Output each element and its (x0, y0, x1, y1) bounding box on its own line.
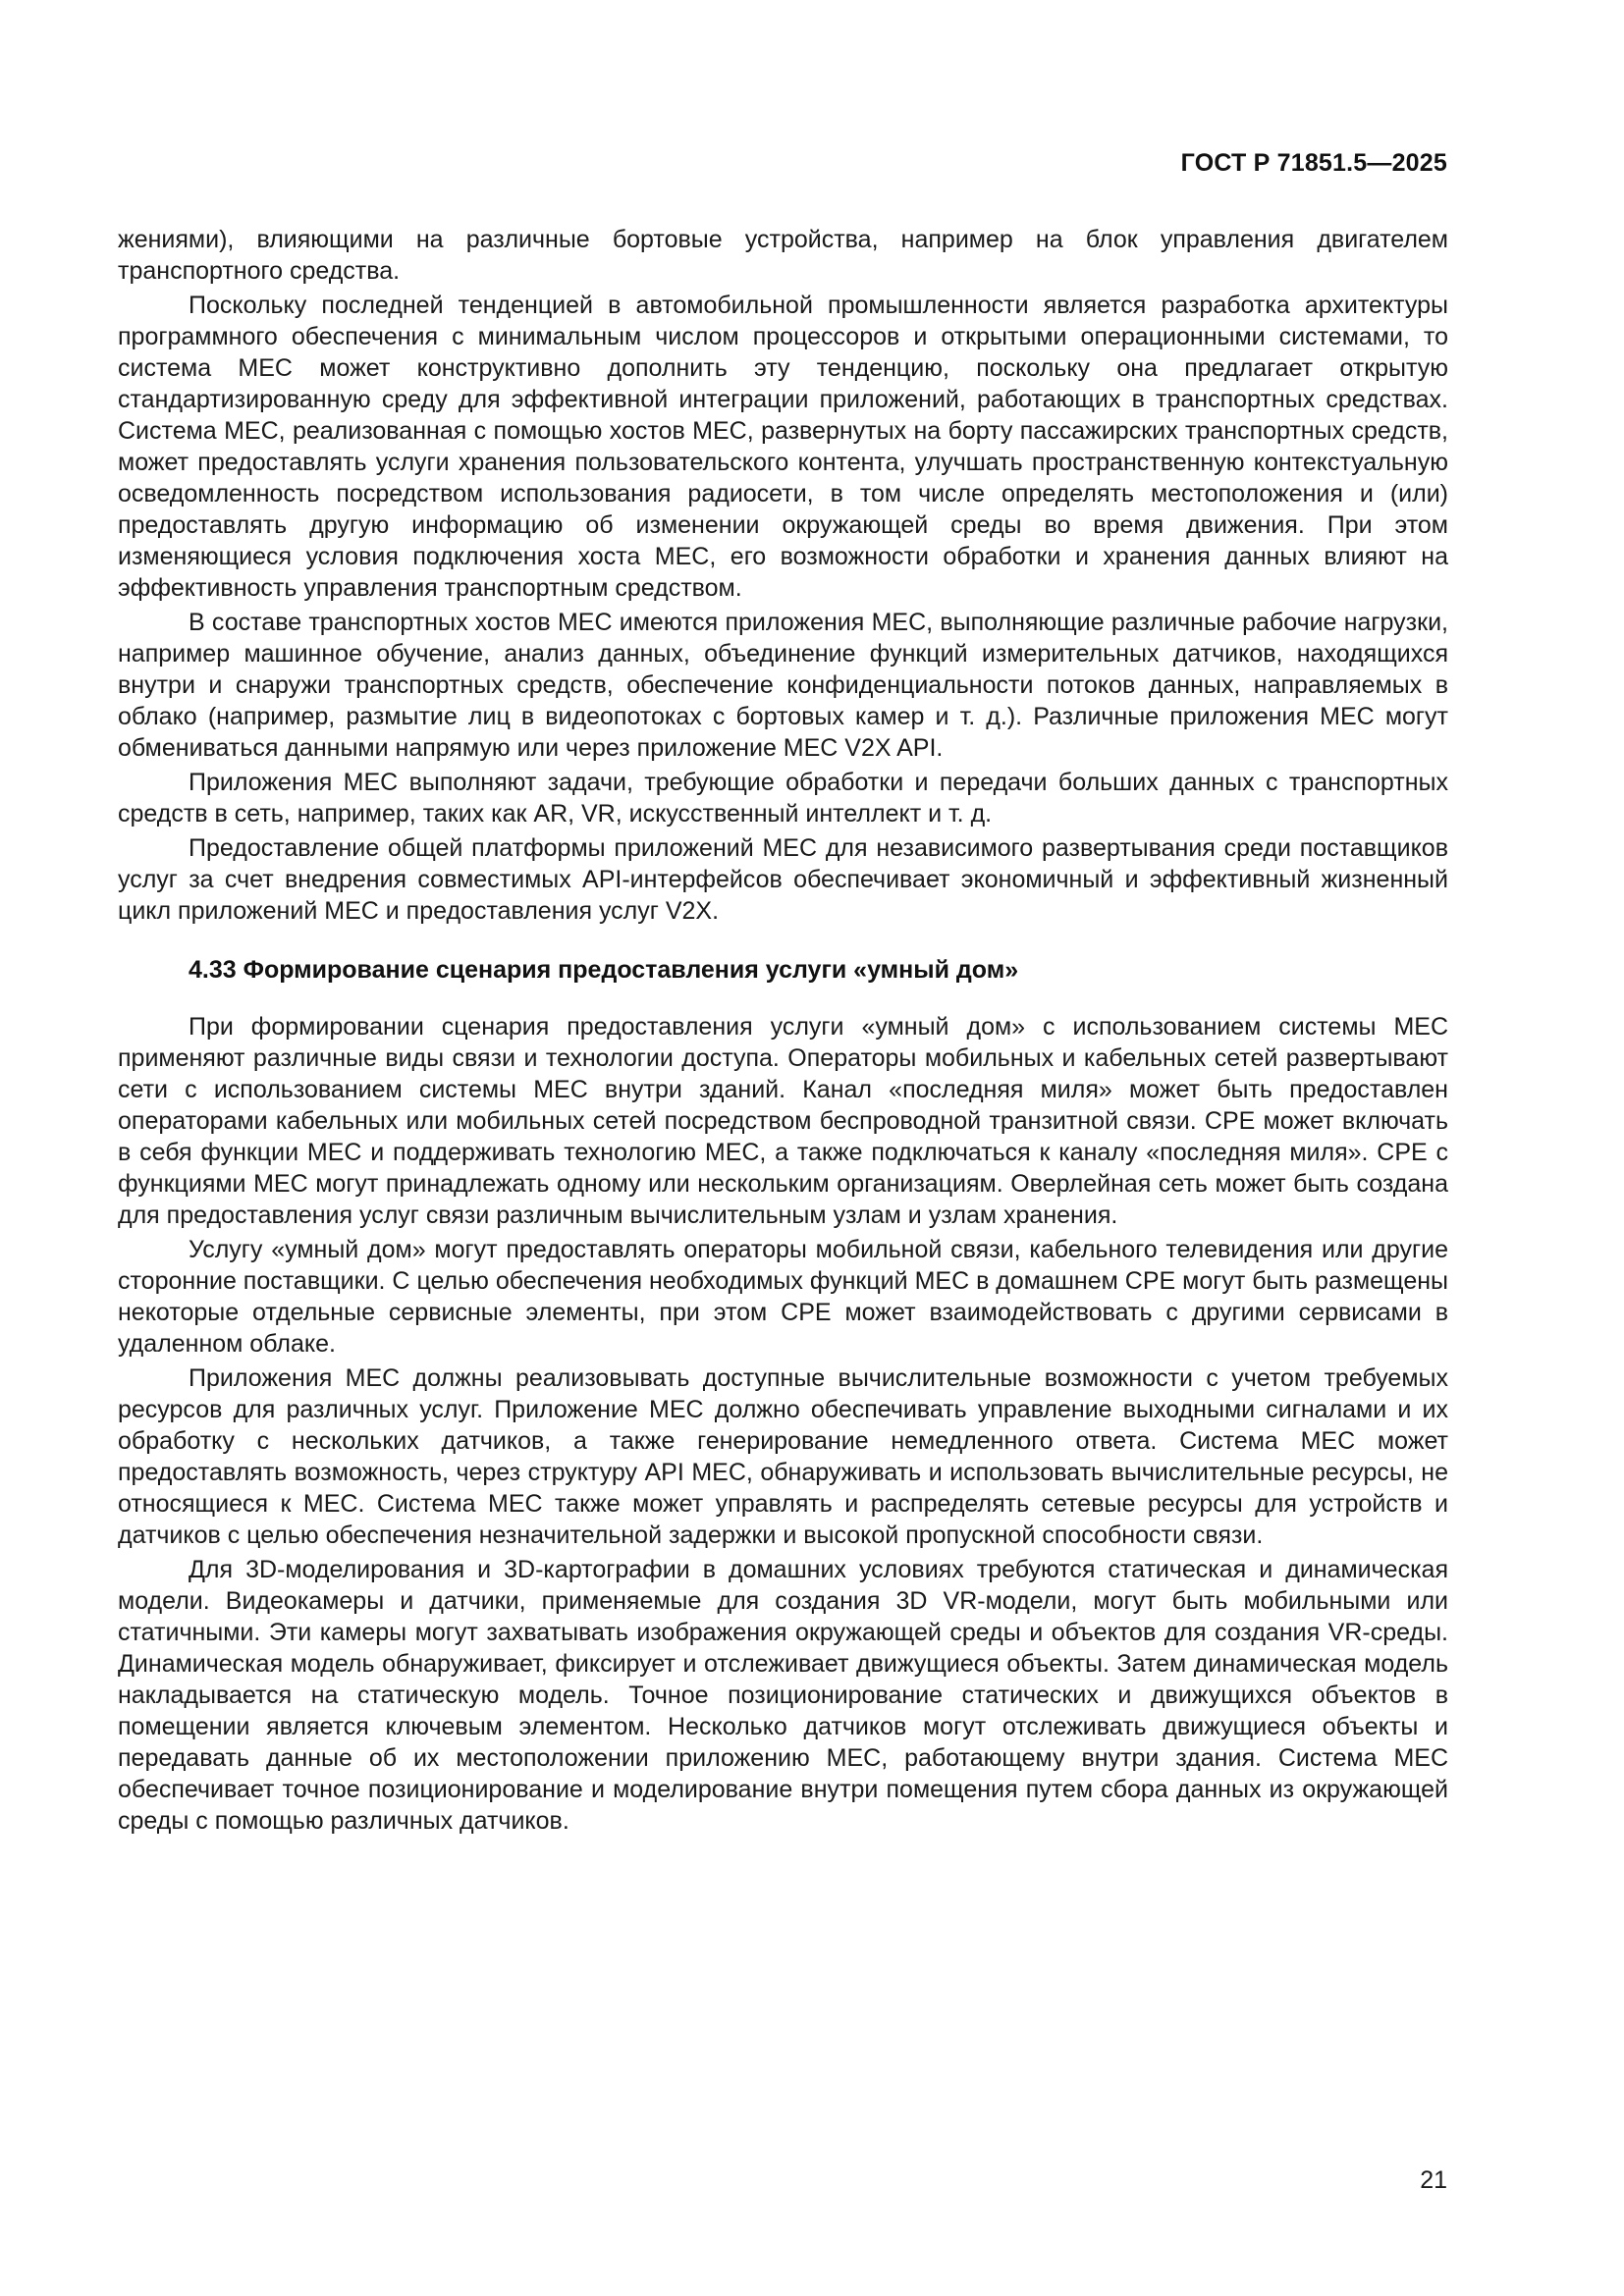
paragraph: Поскольку последней тенденцией в автомобильной промышленности является разработка архитектуры программного обеспечения с минимальным числом процессоров и открытыми операционными системами, то система MEC может конструктивно дополнить эту тенденцию, поскольку она предлагает открытую стандартизированную среду для эффективной интеграции приложений, работающих в транспортных средствах. Система MEC, реализованная с помощью хостов MEC, развернутых на борту пассажирских транспортных средств, может предоставлять услуги хранения пользовательского контента, улучшать пространственную контекстуальную осведомленность посредством использования радиосети, в том числе определять местоположения и (или) предоставлять другую информацию об изменении окружающей среды во время движения. При этом изменяющиеся условия подключения хоста MEC, его возможности обработки и хранения данных влияют на эффективность управления транспортным средством. (118, 292, 1448, 602)
paragraph: В составе транспортных хостов MEC имеются приложения MEC, выполняющие различные рабочие нагрузки, например машинное обучение, анализ данных, объединение функций измерительных датчиков, находящихся внутри и снаружи транспортных средств, обеспечение конфиденциальности потоков данных, направляемых в облако (например, размытие лиц в видеопотоках с бортовых камер и т. д.). Различные приложения MEC могут обмениваться данными напрямую или через приложение MEC V2X API. (118, 609, 1448, 762)
paragraph: Предоставление общей платформы приложений MEC для независимого развертывания среди поставщиков услуг за счет внедрения совместимых API-интерфейсов обеспечивает экономичный и эффективный жизненный цикл приложений MEC и предоставления услуг V2X. (118, 834, 1448, 925)
document-header: ГОСТ Р 71851.5—2025 (1180, 149, 1447, 177)
paragraph: Приложения MEC должны реализовывать доступные вычислительные возможности с учетом требуемых ресурсов для различных услуг. Приложение MEC должно обеспечивать управление выходными сигналами и их обработку с нескольких датчиков, а также генерирование немедленного ответа. Система MEC может предоставлять возможность, через структуру API MEC, обнаруживать и использовать вычислительные ресурсы, не относящиеся к MEC. Система MEC также может управлять и распределять сетевые ресурсы для устройств и датчиков с целью обеспечения незначительной задержки и высокой пропускной способности связи. (118, 1364, 1448, 1549)
section-heading: 4.33 Формирование сценария предоставления услуги «умный дом» (189, 956, 1019, 984)
paragraph: При формировании сценария предоставления услуги «умный дом» с использованием системы MEC применяют различные виды связи и технологии доступа. Операторы мобильных и кабельных сетей развертывают сети с использованием системы MEC внутри зданий. Канал «последняя миля» может быть предоставлен операторами кабельных или мобильных сетей посредством беспроводной транзитной связи. CPE может включать в себя функции MEC и поддерживать технологию MEC, а также подключаться к каналу «последняя миля». CPE с функциями MEC могут принадлежать одному или нескольким организациям. Оверлейная сеть может быть создана для предоставления услуг связи различным вычислительным узлам и узлам хранения. (118, 1013, 1448, 1229)
paragraph-continued: жениями), влияющими на различные бортовые устройства, например на блок управления двигателем транспортного средства. (118, 226, 1448, 285)
paragraph: Приложения MEC выполняют задачи, требующие обработки и передачи больших данных с транспортных средств в сеть, например, таких как AR, VR, искусственный интеллект и т. д. (118, 769, 1448, 828)
page-content (118, 224, 1448, 1840)
paragraph: Услугу «умный дом» могут предоставлять операторы мобильной связи, кабельного телевидения или другие сторонние поставщики. С целью обеспечения необходимых функций MEC в домашнем CPE могут быть размещены некоторые отдельные сервисные элементы, при этом CPE может взаимодействовать с другими сервисами в удаленном облаке. (118, 1236, 1448, 1358)
paragraph: Для 3D-моделирования и 3D-картографии в домашних условиях требуются статическая и динамическая модели. Видеокамеры и датчики, применяемые для создания 3D VR-модели, могут быть мобильными или статичными. Эти камеры могут захватывать изображения окружающей среды и объектов для создания VR-среды. Динамическая модель обнаруживает, фиксирует и отслеживает движущиеся объекты. Затем динамическая модель накладывается на статическую модель. Точное позиционирование статических и движущихся объектов в помещении является ключевым элементом. Несколько датчиков могут отслеживать движущиеся объекты и передавать данные об их местоположении приложению MEC, работающему внутри здания. Система MEC обеспечивает точное позиционирование и моделирование внутри помещения путем сбора данных из окружающей среды с помощью различных датчиков. (118, 1556, 1448, 1835)
page-number: 21 (1420, 2166, 1447, 2194)
